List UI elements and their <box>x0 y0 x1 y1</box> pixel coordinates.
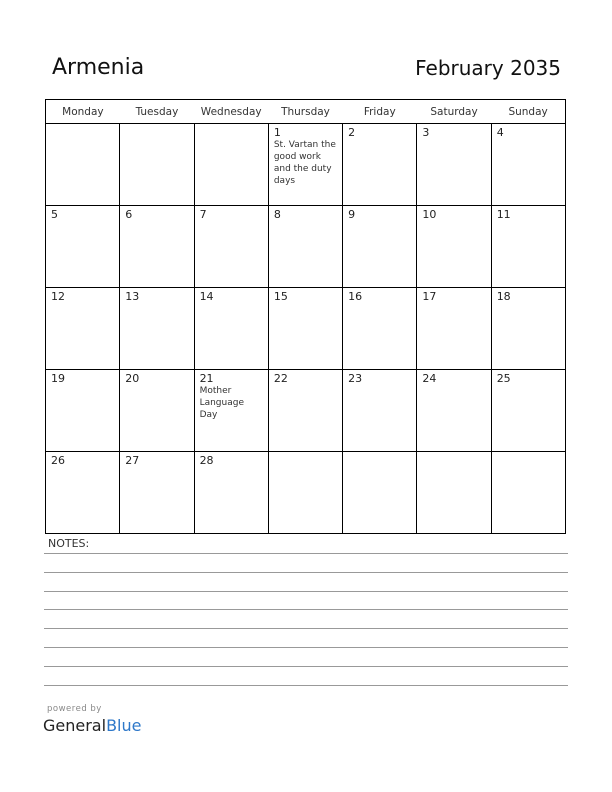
day-cell-24 <box>417 370 491 452</box>
weekday-friday: Friday <box>343 100 417 124</box>
day-cell-25 <box>491 370 565 452</box>
day-cell-1 <box>268 124 342 206</box>
empty-cell <box>343 452 417 534</box>
day-cell-27 <box>120 452 194 534</box>
day-number: 11 <box>496 208 511 221</box>
day-number: 5 <box>51 208 58 221</box>
day-number: 9 <box>348 208 356 221</box>
weekday-saturday: Saturday <box>417 100 491 124</box>
week-row <box>46 124 566 206</box>
day-number: 23 <box>348 372 363 385</box>
day-number: 18 <box>496 290 511 303</box>
day-number: 2 <box>348 126 356 139</box>
empty-cell <box>120 124 194 206</box>
day-number: 19 <box>51 372 65 385</box>
note-line <box>44 666 568 667</box>
day-number: 17 <box>422 290 437 303</box>
weekday-monday: Monday <box>46 100 120 124</box>
day-number: 6 <box>125 208 133 221</box>
week-row <box>46 206 566 288</box>
note-line <box>44 572 568 573</box>
day-cell-9 <box>343 206 417 288</box>
day-cell-21 <box>194 370 268 452</box>
weekday-wednesday: Wednesday <box>194 100 268 124</box>
day-cell-12 <box>46 288 120 370</box>
week-row <box>46 452 566 534</box>
weekday-tuesday: Tuesday <box>120 100 194 124</box>
day-cell-10 <box>417 206 491 288</box>
day-number: 27 <box>125 454 140 467</box>
day-number: 14 <box>199 290 214 303</box>
day-number: 8 <box>273 208 281 221</box>
note-line <box>44 647 568 648</box>
day-number: 10 <box>422 208 437 221</box>
empty-cell <box>417 452 491 534</box>
weekday-header-row <box>46 100 566 124</box>
day-cell-19 <box>46 370 120 452</box>
day-cell-17 <box>417 288 491 370</box>
day-number: 1 <box>273 126 281 139</box>
holiday-event: St. Vartan the good work and the duty days <box>273 140 336 186</box>
day-cell-2 <box>343 124 417 206</box>
empty-cell <box>491 452 565 534</box>
day-cell-20 <box>120 370 194 452</box>
week-row <box>46 288 566 370</box>
day-cell-13 <box>120 288 194 370</box>
weekday-thursday: Thursday <box>268 100 342 124</box>
day-number: 12 <box>51 290 65 303</box>
notes-label: NOTES: <box>48 537 90 550</box>
weekday-sunday: Sunday <box>491 100 565 124</box>
day-number: 16 <box>348 290 363 303</box>
brand-general: General <box>43 716 107 735</box>
day-cell-3 <box>417 124 491 206</box>
day-cell-11 <box>491 206 565 288</box>
day-cell-15 <box>268 288 342 370</box>
empty-cell <box>268 452 342 534</box>
day-cell-22 <box>268 370 342 452</box>
note-line <box>44 553 568 554</box>
country-title: Armenia <box>52 55 145 80</box>
holiday-event: Mother Language Day <box>199 386 244 420</box>
day-number: 13 <box>125 290 140 303</box>
day-cell-8 <box>268 206 342 288</box>
day-number: 3 <box>422 126 430 139</box>
day-number: 26 <box>51 454 65 467</box>
day-number: 7 <box>199 208 207 221</box>
empty-cell <box>46 124 120 206</box>
note-line <box>44 609 568 610</box>
powered-by-label: powered by <box>47 704 102 714</box>
day-cell-16 <box>343 288 417 370</box>
month-year-title: February 2035 <box>415 56 561 80</box>
empty-cell <box>194 124 268 206</box>
brand-blue: Blue <box>106 716 142 735</box>
day-cell-14 <box>194 288 268 370</box>
day-cell-6 <box>120 206 194 288</box>
day-number: 28 <box>199 454 214 467</box>
day-cell-7 <box>194 206 268 288</box>
note-line <box>44 628 568 629</box>
day-number: 20 <box>125 372 140 385</box>
day-number: 4 <box>496 126 504 139</box>
note-line <box>44 685 568 686</box>
day-cell-5 <box>46 206 120 288</box>
day-number: 22 <box>273 372 288 385</box>
day-cell-23 <box>343 370 417 452</box>
week-row <box>46 370 566 452</box>
generalblue-logo <box>43 716 141 735</box>
note-line <box>44 591 568 592</box>
day-cell-4 <box>491 124 565 206</box>
day-number: 21 <box>199 372 214 385</box>
calendar-grid <box>45 99 566 534</box>
day-cell-18 <box>491 288 565 370</box>
day-number: 15 <box>273 290 288 303</box>
day-number: 25 <box>496 372 511 385</box>
day-cell-26 <box>46 452 120 534</box>
day-number: 24 <box>422 372 437 385</box>
day-cell-28 <box>194 452 268 534</box>
